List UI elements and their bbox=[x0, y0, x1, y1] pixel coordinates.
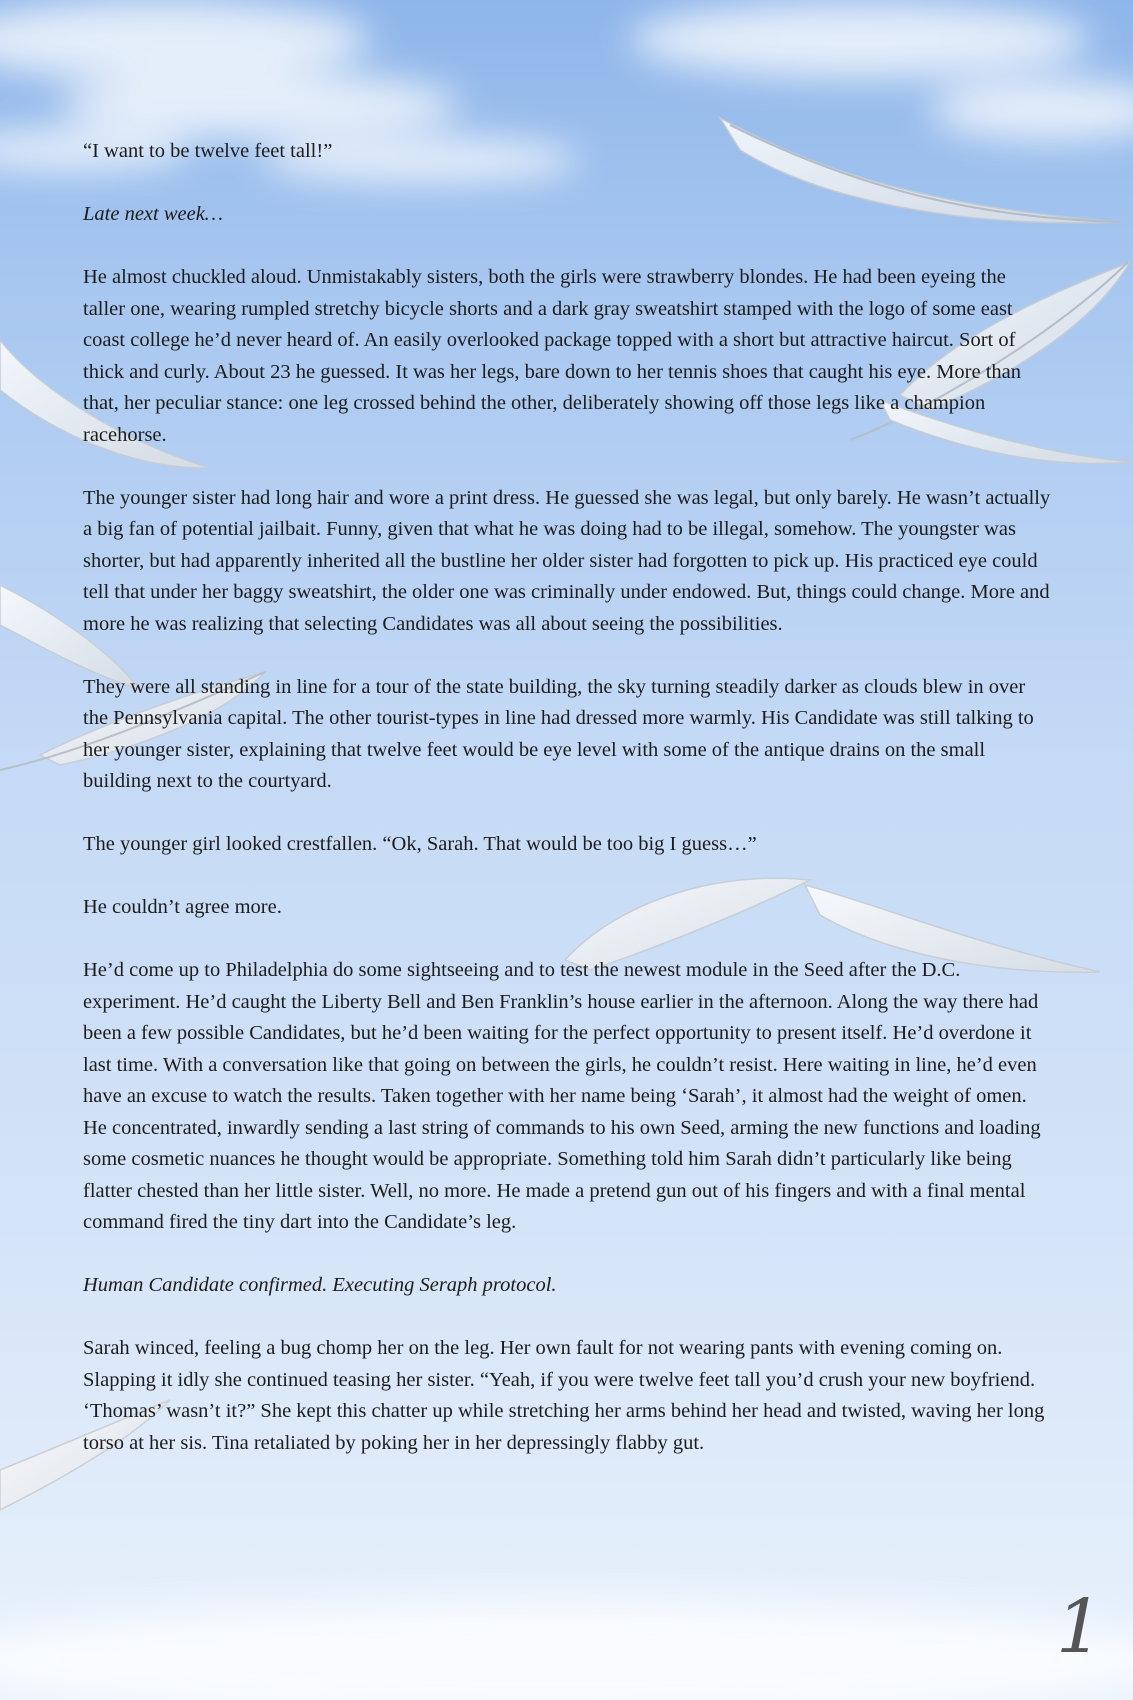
paragraph-crestfallen: The younger girl looked crestfallen. “Ok, Sarah. That would be too big I guess…” bbox=[83, 833, 757, 855]
paragraph-sisters: He almost chuckled aloud. Unmistakably sisters, both the girls were strawberry blondes. He had been eyeing the taller one, wearing rumpled stretchy bicycle shorts and a dark gray sweatshirt stamped with the logo of some east coast college he’d never heard of. An easily overlooked package topped with a short but attractive haircut. Sort of thick and curly. About 23 he guessed. It was her legs, bare down to her tennis shoes that caught his eye. More than that, her peculiar stance: one leg crossed behind the other, deliberately showing off those legs like a champion racehorse. bbox=[83, 266, 1022, 446]
paragraph-philadelphia: He’d come up to Philadelphia do some sightseeing and to test the newest module in the Seed after the D.C. experiment. He’d caught the Liberty Bell and Ben Franklin’s house earlier in the afternoon. Along the way there had been a few possible Candidates, but he’d been waiting for the perfect opportunity to present itself. He’d overdone it last time. With a conversation like that going on between the girls, he couldn’t resist. Here waiting in line, he’d even have an excuse to watch the results. Taken together with her name being ‘Sarah’, it almost had the weight of omen. He concentrated, inwardly sending a last string of commands to his own Seed, arming the new functions and loading some cosmetic nuances he thought would be appropriate. Something told him Sarah didn’t particularly like being flatter chested than her little sister. Well, no more. He made a pretend gun out of his fingers and with a final mental command fired the tiny dart into the Candidate’s leg. bbox=[83, 959, 1041, 1233]
paragraph-opening-quote: “I want to be twelve feet tall!” bbox=[83, 140, 333, 162]
paragraph-standing-in-line: They were all standing in line for a tour of the state building, the sky turning steadily darker as clouds blew in over the Pennsylvania capital. The other tourist-types in line had dressed more warmly. His Candidate was still talking to her younger sister, explaining that twelve feet would be eye level with some of the antique drains on the small building next to the courtyard. bbox=[83, 675, 1034, 792]
paragraph-younger-sister: The younger sister had long hair and wore a print dress. He guessed she was legal, but only barely. He wasn’t actually a big fan of potential jailbait. Funny, given that what he was doing had to be illegal, somehow. The youngster was shorter, but had apparently inherited all the bustline her older sister had forgotten to pick up. His practiced eye could tell that under her baggy sweatshirt, the older one was criminally under endowed. But, things could change. More and more he was realizing that selecting Candidates was all about seeing the possibilities. bbox=[83, 486, 1051, 635]
story-text bbox=[83, 136, 1053, 1491]
paragraph-seraph-protocol: Human Candidate confirmed. Executing Seraph protocol. bbox=[83, 1274, 557, 1296]
paragraph-sarah-winced: Sarah winced, feeling a bug chomp her on the leg. Her own fault for not wearing pants with evening coming on. Slapping it idly she continued teasing her sister. “Yeah, if you were twelve feet tall you’d crush your new boyfriend. ‘Thomas’ wasn’t it?” She kept this chatter up while stretching her arms behind her head and twisted, waving her long torso at her sis. Tina retaliated by poking her in her depressingly flabby gut. bbox=[83, 1337, 1045, 1454]
paragraph-agree: He couldn’t agree more. bbox=[83, 896, 282, 918]
page-number: 1 bbox=[1056, 1584, 1104, 1670]
paragraph-late-next-week: Late next week… bbox=[83, 203, 224, 225]
